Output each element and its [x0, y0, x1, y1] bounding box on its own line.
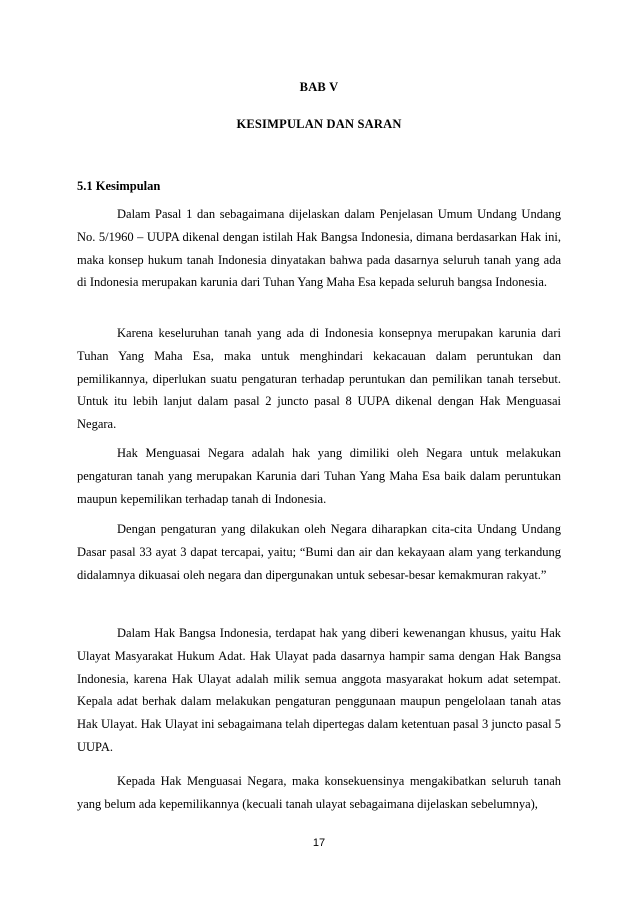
- paragraph: Dalam Pasal 1 dan sebagaimana dijelaskan dalam Penjelasan Umum Undang Undang No. 5/1960 – UUPA dikenal dengan istilah Hak Bangsa Indonesia, dimana berdasarkan Hak ini, maka konsep hukum tanah Indonesia dinyatakan bahwa pada dasarnya seluruh tanah yang ada di Indonesia merupakan karunia dari Tuhan Yang Maha Esa kepada seluruh bangsa Indonesia.: [77, 207, 561, 290]
- page-number: 17: [312, 837, 326, 849]
- section-heading: 5.1 Kesimpulan: [77, 179, 161, 193]
- paragraph: Dalam Hak Bangsa Indonesia, terdapat hak yang diberi kewenangan khusus, yaitu Hak Ulayat Masyarakat Hukum Adat. Hak Ulayat pada dasarnya hampir sama dengan Hak Bangsa Indonesia, karena Hak Ulayat adalah milik semua anggota masyarakat hokum adat setempat. Kepala adat berhak dalam melakukan pengaturan penggunaan maupun pengelolaan tanah atas Hak Ulayat. Hak Ulayat ini sebagaimana telah dipertegas dalam ketentuan pasal 3 juncto pasal 5 UUPA.: [77, 626, 561, 754]
- paragraph: Kepada Hak Menguasai Negara, maka konsekuensinya mengakibatkan seluruh tanah yang belum ada kepemilikannya (kecuali tanah ulayat sebagaimana dijelaskan sebelumnya),: [77, 774, 561, 811]
- chapter-title: KESIMPULAN DAN SARAN: [236, 117, 402, 131]
- paragraph: Hak Menguasai Negara adalah hak yang dimiliki oleh Negara untuk melakukan pengaturan tanah yang merupakan Karunia dari Tuhan Yang Maha Esa baik dalam peruntukan maupun kepemilikan terhadap tanah di Indonesia.: [77, 446, 561, 506]
- chapter-heading: BAB V: [299, 80, 339, 94]
- paragraph: Dengan pengaturan yang dilakukan oleh Negara diharapkan cita-cita Undang Undang Dasar pasal 33 ayat 3 dapat tercapai, yaitu; “Bumi dan air dan kekayaan alam yang terkandung didalamnya dikuasai oleh negara dan dipergunakan untuk sebesar-besar kemakmuran rakyat.”: [77, 522, 561, 582]
- paragraph: Karena keseluruhan tanah yang ada di Indonesia konsepnya merupakan karunia dari Tuhan Yang Maha Esa, maka untuk menghindari kekacauan dalam peruntukan dan pemilikannya, diperlukan suatu pengaturan terhadap peruntukan dan pemilikan tanah tersebut. Untuk itu lebih lanjut dalam pasal 2 juncto pasal 8 UUPA dikenal dengan Hak Menguasai Negara.: [77, 326, 561, 432]
